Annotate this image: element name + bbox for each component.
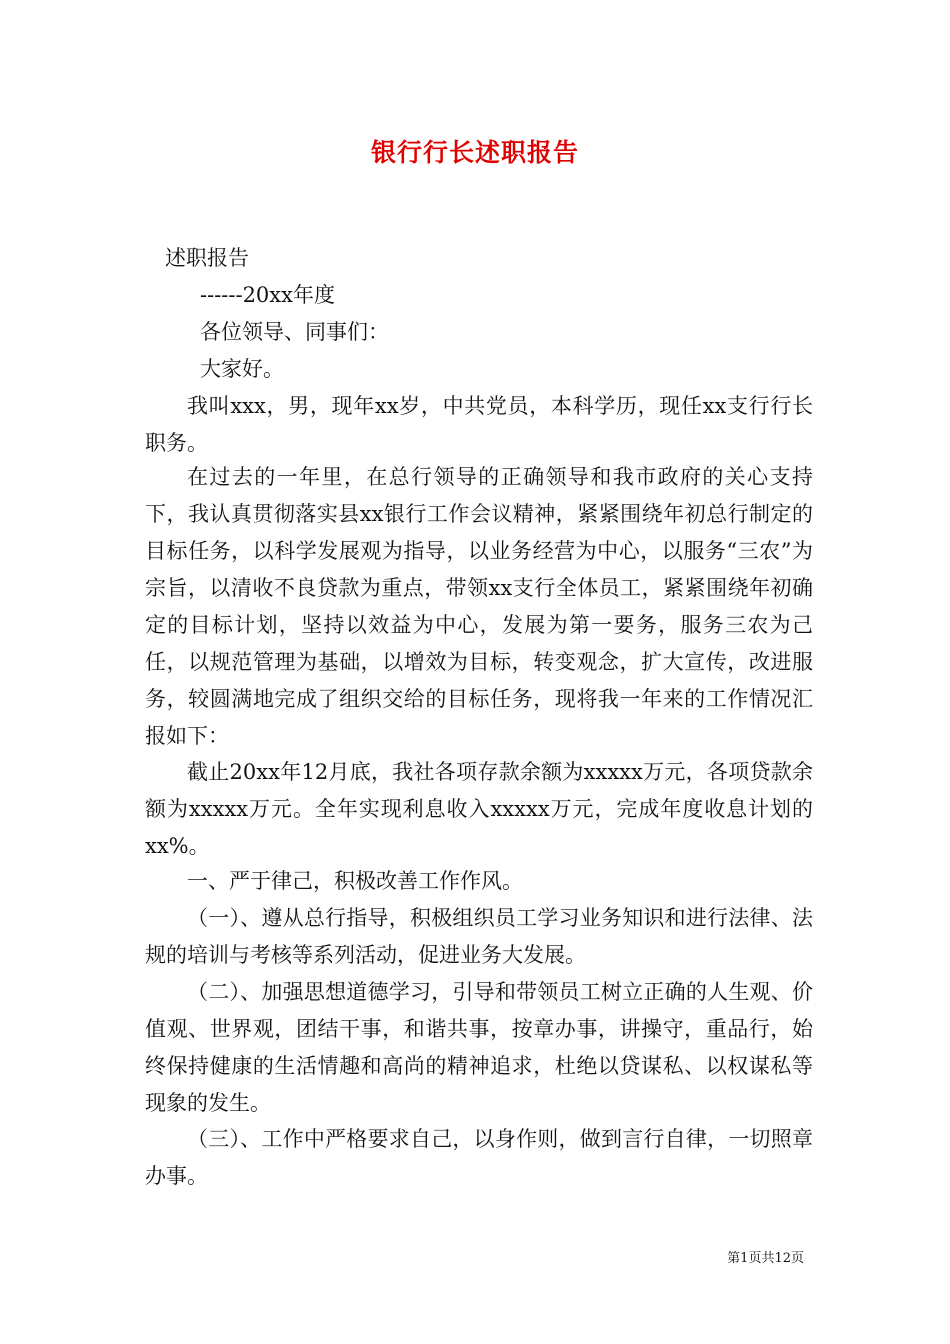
salutation: 各位领导、同事们： [200, 320, 389, 344]
section-heading-1: 一、严于律己，积极改善工作作风。 [187, 869, 523, 893]
document-title: 银行行长述职报告 [370, 138, 579, 167]
subsection-1: （一）、遵从总行指导，积极组织员工学习业务知识和进行法律、法规的培训与考核等系列活动，促进业务大发展。 [145, 906, 813, 967]
subsection-3: （三）、工作中严格要求自己，以身作则，做到言行自律，一切照章办事。 [145, 1127, 813, 1188]
page-number: 第1页共12页 [727, 1251, 804, 1266]
paragraph-figures: 截止20xx年12月底，我社各项存款余额为xxxxx万元，各项贷款余额为xxxxx万元。全年实现利息收入xxxxx万元，完成年度收息计划的xx%。 [145, 760, 813, 858]
report-year: ------20xx年度 [200, 283, 335, 307]
paragraph-overview: 在过去的一年里，在总行领导的正确领导和我市政府的关心支持下，我认真贯彻落实县xx银行工作会议精神，紧紧围绕年初总行制定的目标任务，以科学发展观为指导，以业务经营为中心，以服务“三农”为宗旨，以清收不良贷款为重点，带领xx支行全体员工，紧紧围绕年初确定的目标计划，坚持以效益为中心，发展为第一要务，服务三农为己任，以规范管理为基础，以增效为目标，转变观念，扩大宣传，改进服务，较圆满地完成了组织交给的目标任务，现将我一年来的工作情况汇报如下： [145, 465, 813, 748]
paragraph-intro: 我叫xxx，男，现年xx岁，中共党员，本科学历，现任xx支行行长职务。 [145, 394, 813, 455]
report-label: 述职报告 [165, 246, 249, 270]
subsection-2: （二）、加强思想道德学习，引导和带领员工树立正确的人生观、价值观、世界观，团结干事，和谐共事，按章办事，讲操守，重品行，始终保持健康的生活情趣和高尚的精神追求，杜绝以贷谋私、以权谋私等现象的发生。 [145, 980, 813, 1115]
greeting: 大家好。 [200, 357, 284, 381]
